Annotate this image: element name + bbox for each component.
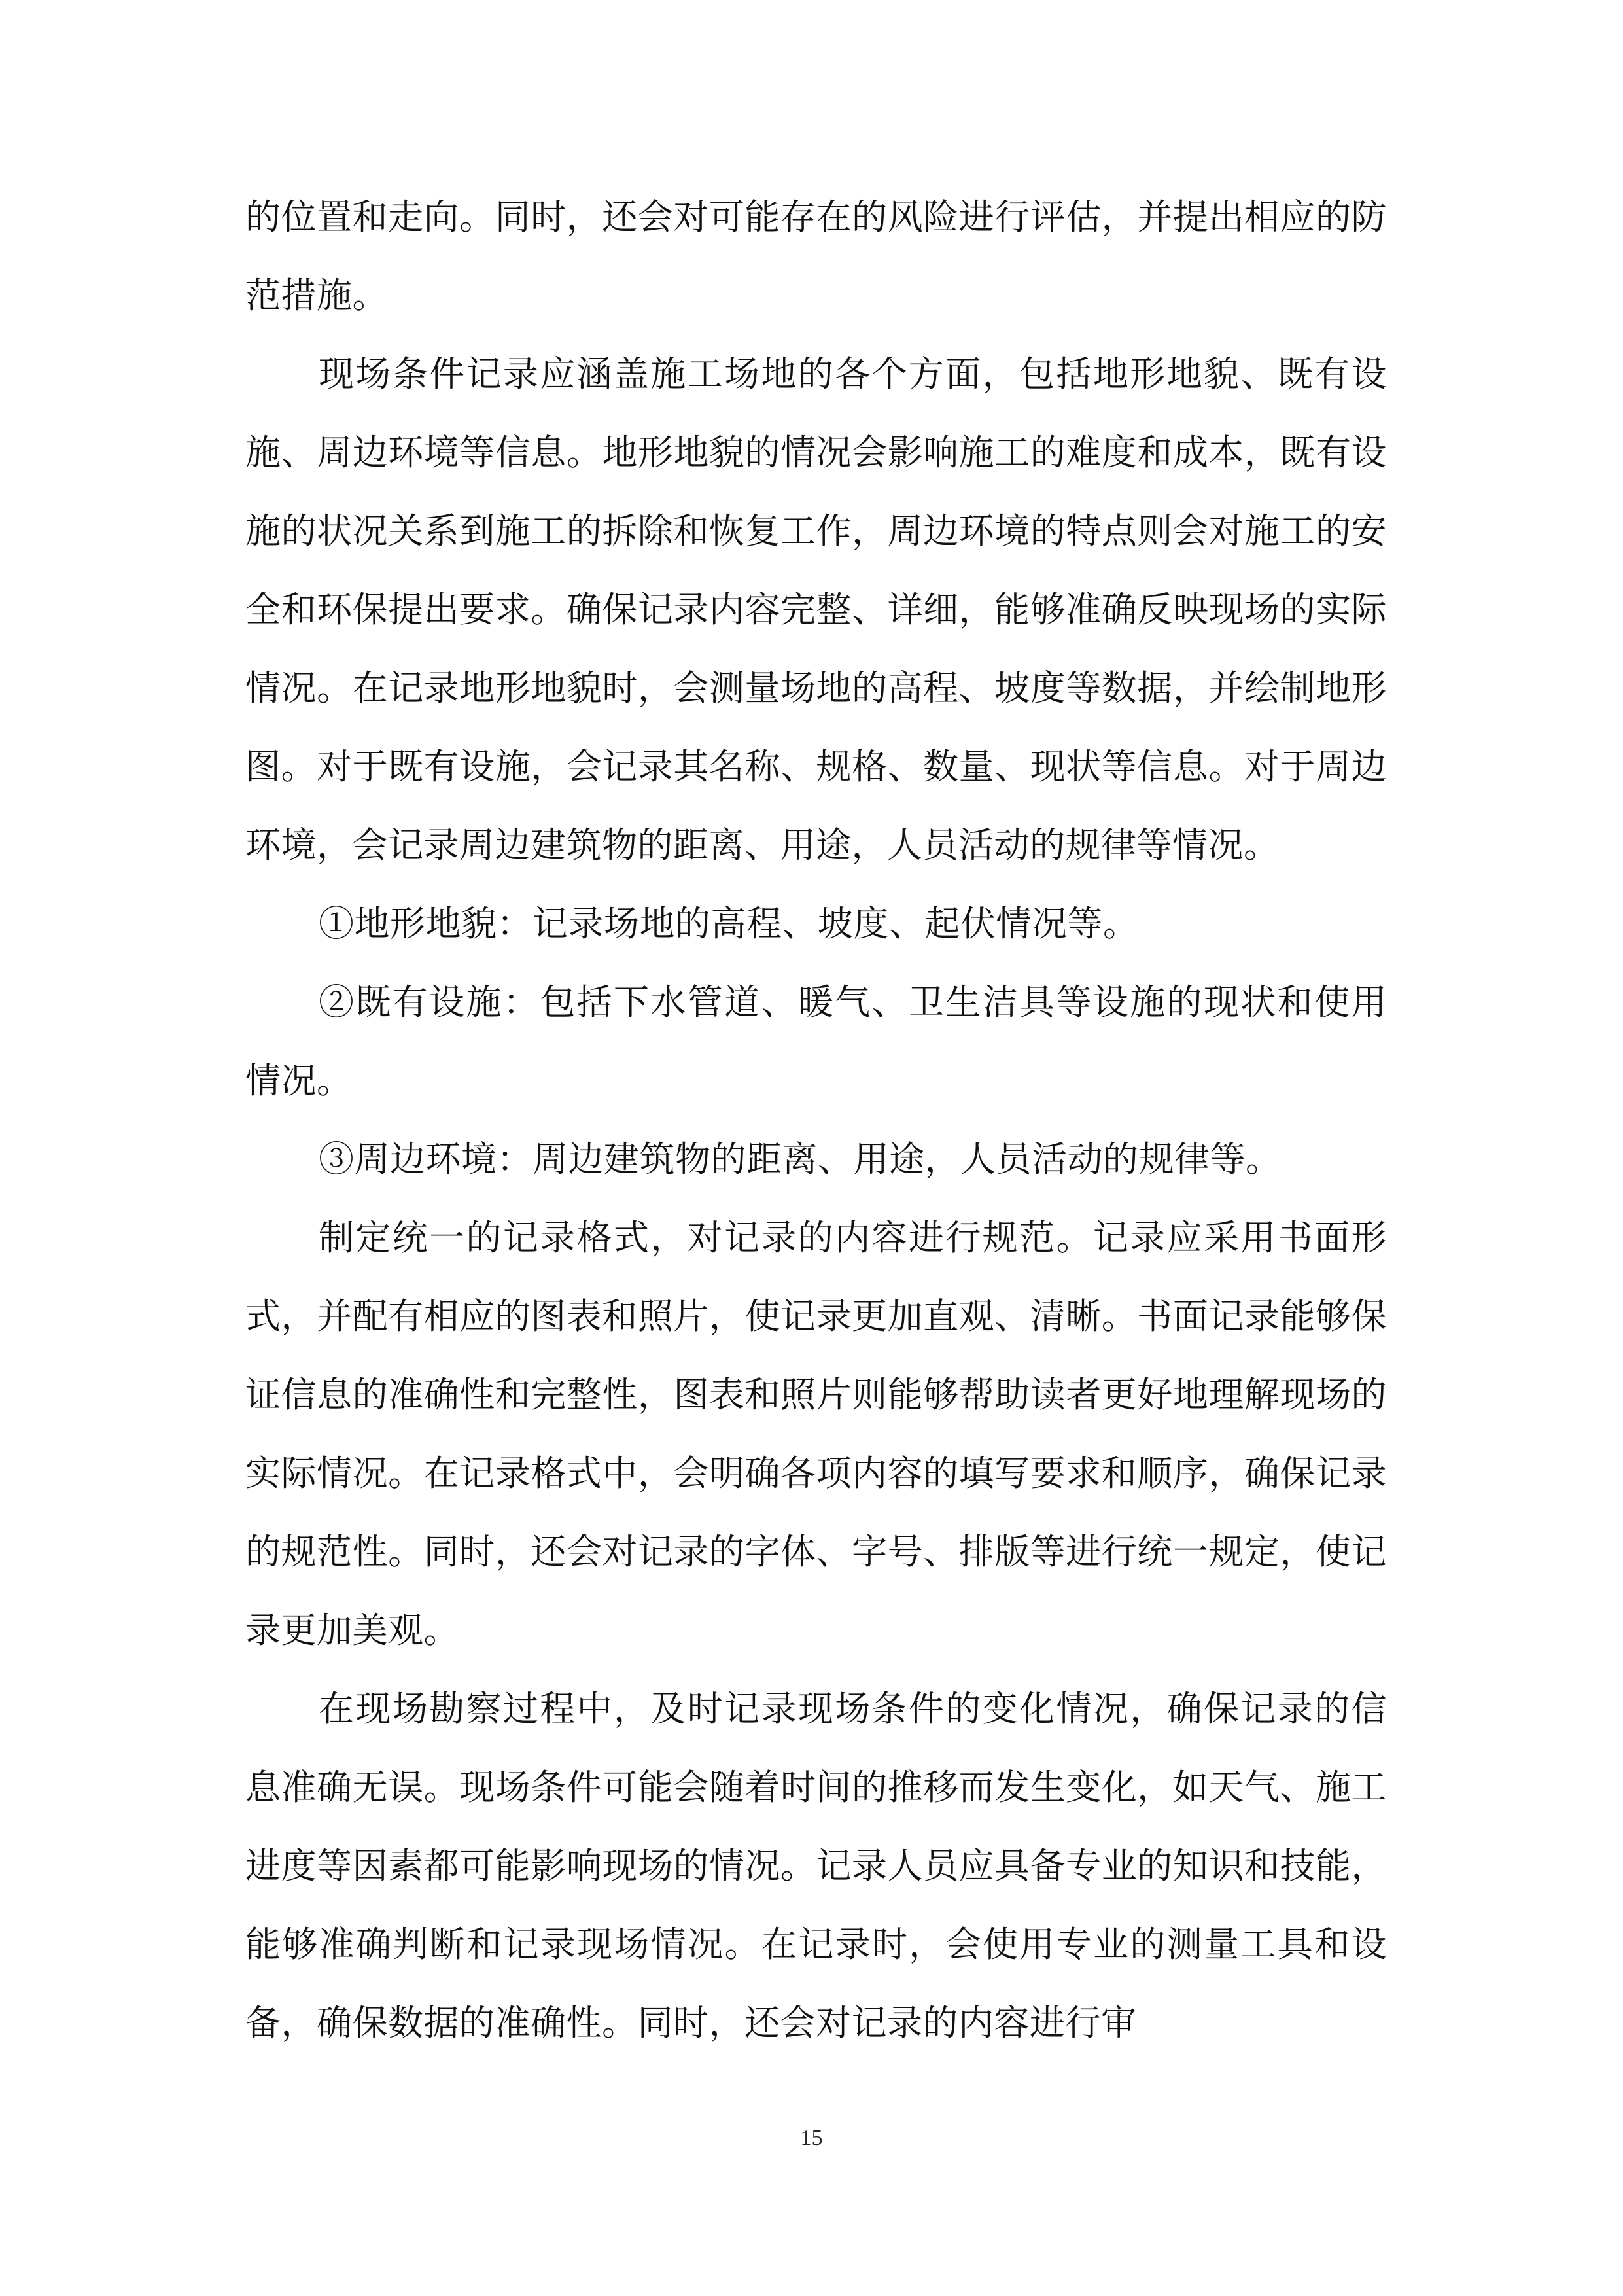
page-number: 15 <box>800 2126 823 2150</box>
list-item-surroundings: ③周边环境：周边建筑物的距离、用途，人员活动的规律等。 <box>319 1139 1282 1180</box>
paragraph-continuation: 的位置和走向。同时，还会对可能存在的风险进行评估，并提出相应的防范措施。 <box>245 196 1387 316</box>
list-item-existing-facilities: ②既有设施：包括下水管道、暖气、卫生洁具等设施的现状和使用情况。 <box>245 981 1387 1101</box>
paragraph-site-conditions: 现场条件记录应涵盖施工场地的各个方面，包括地形地貌、既有设施、周边环境等信息。地形地貌的情况会影响施工的难度和成本，既有设施的状况关系到施工的拆除和恢复工作，周边环境的特点则会对施工的安全和环保提出要求。确保记录内容完整、详细，能够准确反映现场的实际情况。在记录地形地貌时，会测量场地的高程、坡度等数据，并绘制地形图。对于既有设施，会记录其名称、规格、数量、现状等信息。对于周边环境，会记录周边建筑物的距离、用途，人员活动的规律等情况。 <box>245 353 1387 866</box>
paragraph-timely-recording: 在现场勘察过程中，及时记录现场条件的变化情况，确保记录的信息准确无误。现场条件可能会随着时间的推移而发生变化，如天气、施工进度等因素都可能影响现场的情况。记录人员应具备专业的知识和技能，能够准确判断和记录现场情况。在记录时，会使用专业的测量工具和设备，确保数据的准确性。同时，还会对记录的内容进行审 <box>245 1688 1387 2043</box>
list-item-terrain: ①地形地貌：记录场地的高程、坡度、起伏情况等。 <box>319 903 1139 944</box>
paragraph-record-format: 制定统一的记录格式，对记录的内容进行规范。记录应采用书面形式，并配有相应的图表和照片，使记录更加直观、清晰。书面记录能够保证信息的准确性和完整性，图表和照片则能够帮助读者更好地理解现场的实际情况。在记录格式中，会明确各项内容的填写要求和顺序，确保记录的规范性。同时，还会对记录的字体、字号、排版等进行统一规定，使记录更加美观。 <box>245 1217 1387 1651</box>
document-body <box>245 178 1387 2062</box>
